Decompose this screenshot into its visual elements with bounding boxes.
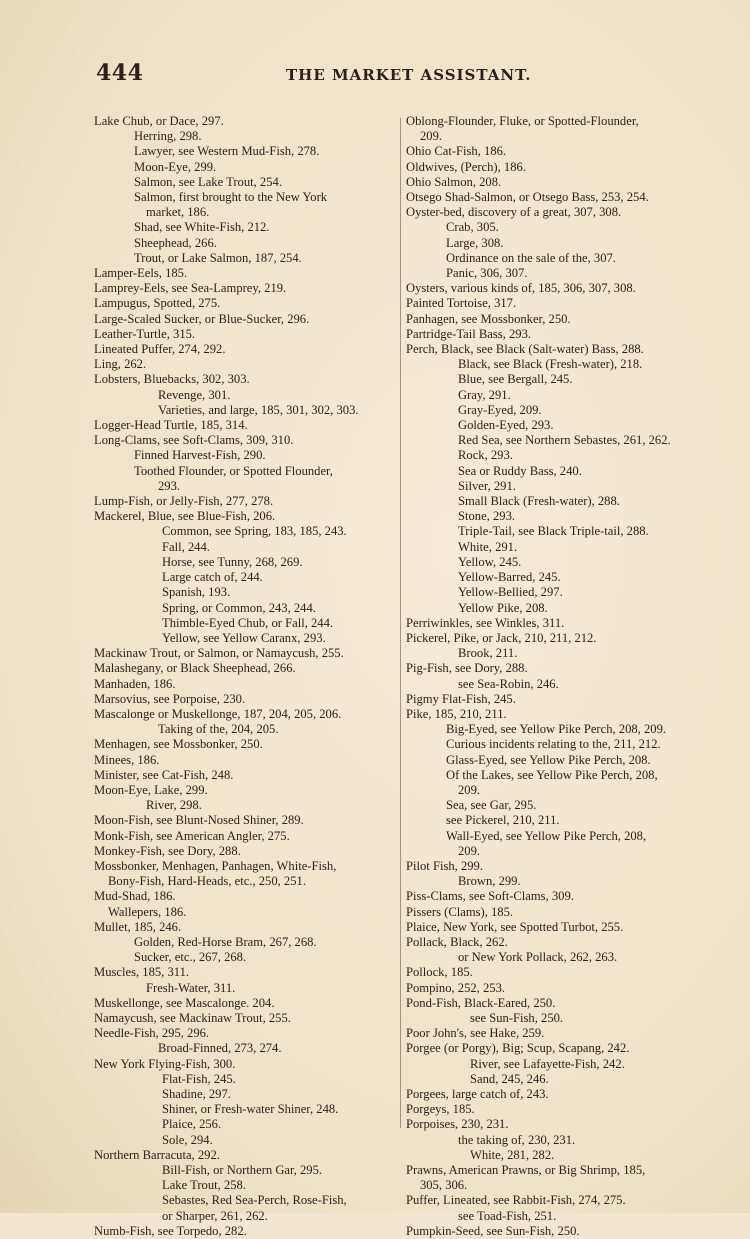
index-entry: Oblong-Flounder, Fluke, or Spotted-Flounder,: [406, 114, 639, 128]
index-entry: Bill-Fish, or Northern Gar, 295.: [162, 1163, 323, 1178]
index-entry: Ohio Salmon, 208.: [406, 174, 502, 189]
index-entry: the taking of, 230, 231.: [458, 1132, 576, 1147]
index-entry: Small Black (Fresh-water), 288.: [458, 494, 620, 509]
index-entry: Moon-Eye, Lake, 299.: [94, 782, 208, 797]
index-entry: Spring, or Common, 243, 244.: [162, 600, 316, 615]
index-column-left: [94, 114, 400, 1239]
index-entry: Yellow Pike, 208.: [458, 600, 548, 615]
index-entry: Thimble-Eyed Chub, or Fall, 244.: [162, 615, 334, 630]
index-entry: Needle-Fish, 295, 296.: [94, 1026, 210, 1041]
index-entry: Large, 308.: [446, 235, 504, 250]
index-entry: see Pickerel, 210, 211.: [446, 813, 560, 828]
index-entry: Silver, 291.: [458, 478, 516, 493]
index-entry: Trout, or Lake Salmon, 187, 254.: [134, 250, 302, 265]
index-entry: Golden, Red-Horse Bram, 267, 268.: [134, 934, 317, 949]
index-entry: Rock, 293.: [458, 448, 513, 463]
index-entry: Sand, 245, 246.: [470, 1071, 549, 1086]
index-entry: Salmon, first brought to the New York: [134, 190, 328, 205]
index-entry: Pickerel, Pike, or Jack, 210, 211, 212.: [406, 630, 597, 645]
index-entry: Lobsters, Bluebacks, 302, 303.: [94, 372, 250, 387]
index-entry: Mossbonker, Menhagen, Panhagen, White-Fish,: [94, 858, 337, 873]
index-entry: Sebastes, Red Sea-Perch, Rose-Fish,: [162, 1193, 347, 1208]
index-entry: see Sun-Fish, 250.: [470, 1010, 564, 1025]
index-entry: Piss-Clams, see Soft-Clams, 309.: [406, 889, 574, 904]
index-entry: Pond-Fish, Black-Eared, 250.: [406, 995, 556, 1010]
index-entry: Stone, 293.: [458, 509, 516, 524]
index-entry: Ordinance on the sale of the, 307.: [446, 250, 616, 265]
index-entry: Pissers (Clams), 185.: [406, 904, 514, 919]
index-entry: Monkey-Fish, see Dory, 288.: [94, 843, 241, 858]
index-entry: Muscles, 185, 311.: [94, 965, 190, 980]
index-entry: Moon-Eye, 299.: [134, 159, 217, 174]
index-entry: Golden-Eyed, 293.: [458, 418, 554, 433]
index-entry: Sole, 294.: [162, 1132, 213, 1147]
index-entry: or Sharper, 261, 262.: [162, 1208, 268, 1223]
index-entry: Spanish, 193.: [162, 585, 231, 600]
index-entry: 209.: [420, 129, 443, 144]
index-entry: Muskellonge, see Mascalonge. 204.: [94, 995, 275, 1010]
index-entry: River, see Lafayette-Fish, 242.: [470, 1056, 625, 1071]
index-entry: Bony-Fish, Hard-Heads, etc., 250, 251.: [108, 874, 306, 889]
index-entry: Oysters, various kinds of, 185, 306, 307, 308.: [406, 281, 636, 296]
page-header: [96, 60, 716, 90]
index-entry: Finned Harvest-Fish, 290.: [134, 448, 266, 463]
index-entry: Mascalonge or Muskellonge, 187, 204, 205, 206.: [94, 706, 342, 721]
index-entry: Yellow-Barred, 245.: [458, 570, 561, 585]
index-entry: Menhagen, see Mossbonker, 250.: [94, 737, 263, 752]
index-entry: Blue, see Bergall, 245.: [458, 372, 573, 387]
index-entry: Pike, 185, 210, 211.: [406, 706, 507, 721]
index-entry: Pollock, 185.: [406, 965, 473, 980]
index-entry: Common, see Spring, 183, 185, 243.: [162, 524, 347, 539]
index-entry: Long-Clams, see Soft-Clams, 309, 310.: [94, 433, 294, 448]
index-entry: Lake Trout, 258.: [162, 1178, 246, 1193]
index-entry: Numb-Fish, see Torpedo, 282.: [94, 1223, 247, 1238]
index-entry: Sucker, etc., 267, 268.: [134, 950, 247, 965]
index-entry: Manhaden, 186.: [94, 676, 176, 691]
index-entry: Lamprey-Eels, see Sea-Lamprey, 219.: [94, 281, 287, 296]
index-entry: Lump-Fish, or Jelly-Fish, 277, 278.: [94, 494, 274, 509]
index-entry: Ohio Cat-Fish, 186.: [406, 144, 507, 159]
index-entry: Shiner, or Fresh-water Shiner, 248.: [162, 1102, 339, 1117]
index-entry: Porgee (or Porgy), Big; Scup, Scapang, 242.: [406, 1041, 630, 1056]
index-entry: Monk-Fish, see American Angler, 275.: [94, 828, 290, 843]
index-entry: 209.: [458, 843, 481, 858]
index-entry: Lampugus, Spotted, 275.: [94, 296, 221, 311]
index-entry: Yellow-Bellied, 297.: [458, 585, 563, 600]
index-entry: Plaice, New York, see Spotted Turbot, 255.: [406, 919, 624, 934]
index-entry: Lineated Puffer, 274, 292.: [94, 342, 226, 357]
index-entry: Gray, 291.: [458, 387, 511, 402]
index-entry: 209.: [458, 782, 481, 797]
index-entry: Large catch of, 244.: [162, 570, 263, 585]
index-entry: Shadine, 297.: [162, 1087, 231, 1101]
index-entry: Puffer, Lineated, see Rabbit-Fish, 274, 275.: [406, 1193, 626, 1208]
index-entry: Pig-Fish, see Dory, 288.: [406, 661, 528, 676]
index-entry: market, 186.: [146, 205, 210, 220]
index-entry: Of the Lakes, see Yellow Pike Perch, 208,: [446, 767, 658, 782]
index-entry: Pollack, Black, 262.: [406, 934, 508, 949]
index-entry: Herring, 298.: [134, 129, 202, 144]
index-entry: Crab, 305.: [446, 220, 499, 235]
index-entry: Logger-Head Turtle, 185, 314.: [94, 418, 248, 433]
index-entry: Black, see Black (Fresh-water), 218.: [458, 357, 643, 372]
index-entry: Marsovius, see Porpoise, 230.: [94, 691, 246, 706]
index-entry: Lake Chub, or Dace, 297.: [94, 114, 224, 128]
index-entry: Sheephead, 266.: [134, 235, 217, 250]
index-entry: Leather-Turtle, 315.: [94, 326, 196, 341]
index-entry: Namaycush, see Mackinaw Trout, 255.: [94, 1010, 291, 1025]
index-entry: Wall-Eyed, see Yellow Pike Perch, 208,: [446, 828, 647, 843]
index-entry: Oldwives, (Perch), 186.: [406, 159, 526, 174]
index-entry: Pompino, 252, 253.: [406, 980, 506, 995]
index-entry: 305, 306.: [420, 1178, 468, 1193]
index-entry: Porgees, large catch of, 243.: [406, 1087, 549, 1101]
index-entry: White, 281, 282.: [470, 1147, 555, 1162]
index-entry: Curious incidents relating to the, 211, 212.: [446, 737, 661, 752]
index-entry: Panic, 306, 307.: [446, 266, 528, 281]
index-entry: Partridge-Tail Bass, 293.: [406, 326, 532, 341]
index-entry: see Sea-Robin, 246.: [458, 676, 559, 691]
index-entry: Toothed Flounder, or Spotted Flounder,: [134, 463, 333, 478]
index-entry: Brook, 211.: [458, 646, 518, 661]
index-entry: Gray-Eyed, 209.: [458, 402, 542, 417]
index-entry: Wallepers, 186.: [108, 904, 187, 919]
index-entry: Oyster-bed, discovery of a great, 307, 308.: [406, 205, 622, 220]
index-entry: Pumpkin-Seed, see Sun-Fish, 250.: [406, 1223, 580, 1238]
index-entry: Otsego Shad-Salmon, or Otsego Bass, 253, 254.: [406, 190, 649, 205]
index-entry: Lawyer, see Western Mud-Fish, 278.: [134, 144, 320, 159]
index-entry: see Toad-Fish, 251.: [458, 1208, 557, 1223]
index-entry: Flat-Fish, 245.: [162, 1071, 236, 1086]
index-entry: Northern Barracuta, 292.: [94, 1147, 220, 1162]
index-entry: Mullet, 185, 246.: [94, 919, 182, 934]
index-entry: Lamper-Eels, 185.: [94, 266, 188, 281]
index-entry: Moon-Fish, see Blunt-Nosed Shiner, 289.: [94, 813, 304, 828]
index-entry: 293.: [158, 478, 181, 493]
column-divider: [400, 118, 401, 1128]
index-entry: Pigmy Flat-Fish, 245.: [406, 691, 516, 706]
index-entry: Shad, see White-Fish, 212.: [134, 220, 270, 235]
index-entry: Malashegany, or Black Sheephead, 266.: [94, 661, 296, 676]
index-entry: Sea, see Gar, 295.: [446, 798, 537, 813]
index-entry: Perch, Black, see Black (Salt-water) Bass, 288.: [406, 342, 644, 357]
index-entry: Revenge, 301.: [158, 387, 231, 402]
index-entry: Brown, 299.: [458, 874, 521, 889]
index-entry: Varieties, and large, 185, 301, 302, 303.: [158, 402, 359, 417]
index-entry: Prawns, American Prawns, or Big Shrimp, 185,: [406, 1163, 646, 1178]
index-entry: Porpoises, 230, 231.: [406, 1117, 509, 1132]
index-entry: Big-Eyed, see Yellow Pike Perch, 208, 209.: [446, 722, 667, 737]
index-entry: Fresh-Water, 311.: [146, 980, 236, 995]
index-entry: Large-Scaled Sucker, or Blue-Sucker, 296.: [94, 311, 310, 326]
index-entry: Red Sea, see Northern Sebastes, 261, 262.: [458, 433, 671, 448]
running-title: THE MARKET ASSISTANT.: [286, 66, 532, 84]
index-entry: Salmon, see Lake Trout, 254.: [134, 174, 282, 189]
index-entry: Porgeys, 185.: [406, 1102, 475, 1117]
index-entry: Mackerel, Blue, see Blue-Fish, 206.: [94, 509, 276, 524]
index-entry: New York Flying-Fish, 300.: [94, 1056, 236, 1071]
index-entry: Yellow, 245.: [458, 554, 522, 569]
index-entry: Yellow, see Yellow Caranx, 293.: [162, 630, 326, 645]
index-entry: White, 291.: [458, 539, 518, 554]
index-entry: Mackinaw Trout, or Salmon, or Namaycush, 255.: [94, 646, 344, 661]
index-entry: Sea or Ruddy Bass, 240.: [458, 463, 582, 478]
index-column-right: [406, 114, 712, 1239]
index-entry: Taking of the, 204, 205.: [158, 722, 279, 737]
index-entry: Minister, see Cat-Fish, 248.: [94, 767, 234, 782]
index-entry: River, 298.: [146, 798, 202, 813]
index-entry: Horse, see Tunny, 268, 269.: [162, 554, 303, 569]
index-entry: Plaice, 256.: [162, 1117, 222, 1132]
index-entry: Glass-Eyed, see Yellow Pike Perch, 208.: [446, 752, 651, 767]
index-entry: Triple-Tail, see Black Triple-tail, 288.: [458, 524, 649, 539]
index-entry: Panhagen, see Mossbonker, 250.: [406, 311, 571, 326]
page-number: 444: [96, 60, 144, 86]
index-entry: or New York Pollack, 262, 263.: [458, 950, 618, 965]
index-entry: Pilot Fish, 299.: [406, 858, 483, 873]
index-entry: Perriwinkles, see Winkles, 311.: [406, 615, 565, 630]
index-entry: Ling, 262.: [94, 357, 147, 372]
index-entry: Mud-Shad, 186.: [94, 889, 176, 904]
index-entry: Minees, 186.: [94, 752, 160, 767]
index-entry: Broad-Finned, 273, 274.: [158, 1041, 282, 1056]
index-entry: Fall, 244.: [162, 539, 210, 554]
index-entry: Painted Tortoise, 317.: [406, 296, 517, 311]
index-entry: Poor John's, see Hake, 259.: [406, 1026, 545, 1041]
